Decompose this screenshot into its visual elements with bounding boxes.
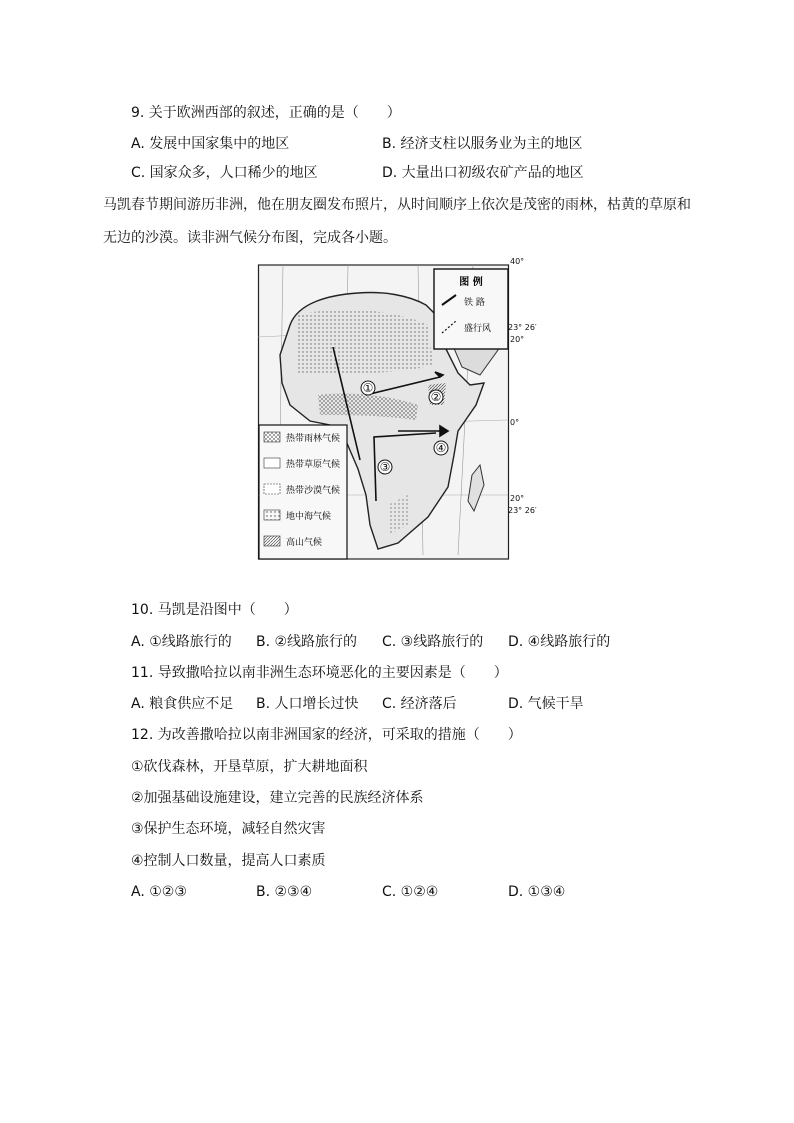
q12-option-d: D. ①③④	[508, 884, 566, 900]
q10-option-a: A. ①线路旅行的	[131, 634, 232, 650]
q9-option-d: D. 大量出口初级农矿产品的地区	[382, 165, 584, 181]
legend-title: 图 例	[459, 277, 483, 288]
q12-item-1: ①砍伐森林，开垦草原，扩大耕地面积	[131, 759, 368, 775]
q11-option-a: A. 粮食供应不足	[131, 696, 234, 712]
lat-label-40: 40°	[510, 257, 525, 266]
route-mark-2: ②	[430, 390, 442, 404]
q9-stem: 9. 关于欧洲西部的叙述，正确的是（ ）	[131, 105, 401, 121]
q9-option-a: A. 发展中国家集中的地区	[131, 136, 290, 152]
q11-option-b: B. 人口增长过快	[256, 696, 359, 712]
q12-item-3: ③保护生态环境，减轻自然灾害	[131, 821, 326, 837]
climate-legend-highland: 高山气候	[286, 538, 323, 548]
africa-climate-map	[258, 255, 537, 560]
lat-label-2326n: 23° 26′	[508, 323, 537, 332]
route-mark-3: ③	[379, 460, 391, 474]
route-legend	[434, 269, 508, 349]
q12-option-b: B. ②③④	[256, 884, 313, 900]
q11-option-c: C. 经济落后	[382, 696, 457, 712]
q10-stem: 10. 马凯是沿图中（ ）	[131, 602, 298, 618]
q12-option-c: C. ①②④	[382, 884, 439, 900]
route-mark-1: ①	[362, 381, 374, 395]
climate-legend-rainforest: 热带雨林气候	[286, 434, 341, 444]
q11-stem: 11. 导致撒哈拉以南非洲生态环境恶化的主要因素是（ ）	[131, 665, 508, 681]
q10-option-d: D. ④线路旅行的	[508, 634, 611, 650]
q9-option-b: B. 经济支柱以服务业为主的地区	[382, 136, 583, 152]
lat-label-20n: 20°	[510, 335, 525, 344]
climate-legend-savanna: 热带草原气候	[286, 460, 341, 470]
legend-wind-label: 盛行风	[464, 324, 492, 334]
q11-option-d: D. 气候干旱	[508, 696, 584, 712]
q10-option-c: C. ③线路旅行的	[382, 634, 484, 650]
climate-legend-mediterranean: 地中海气候	[286, 512, 332, 522]
intro-line-1: 马凯春节期间游历非洲，他在朋友圈发布照片，从时间顺序上依次是茂密的雨林，枯黄的草原和	[103, 197, 691, 213]
climate-legend	[259, 425, 347, 559]
route-mark-4: ④	[435, 441, 447, 455]
q9-option-c: C. 国家众多，人口稀少的地区	[131, 165, 318, 181]
q12-item-2: ②加强基础设施建设，建立完善的民族经济体系	[131, 790, 424, 806]
intro-line-2: 无边的沙漠。读非洲气候分布图，完成各小题。	[103, 230, 397, 246]
q12-option-a: A. ①②③	[131, 884, 187, 900]
legend-route-label: 铁 路	[464, 298, 485, 308]
lat-label-2326s: 23° 26′	[508, 506, 537, 515]
lat-label-0: 0°	[510, 418, 520, 427]
q12-item-4: ④控制人口数量，提高人口素质	[131, 853, 326, 869]
climate-legend-desert: 热带沙漠气候	[286, 486, 341, 496]
q12-stem: 12. 为改善撒哈拉以南非洲国家的经济，可采取的措施（ ）	[131, 727, 522, 743]
lat-label-20s: 20°	[510, 494, 525, 503]
q10-option-b: B. ②线路旅行的	[256, 634, 358, 650]
